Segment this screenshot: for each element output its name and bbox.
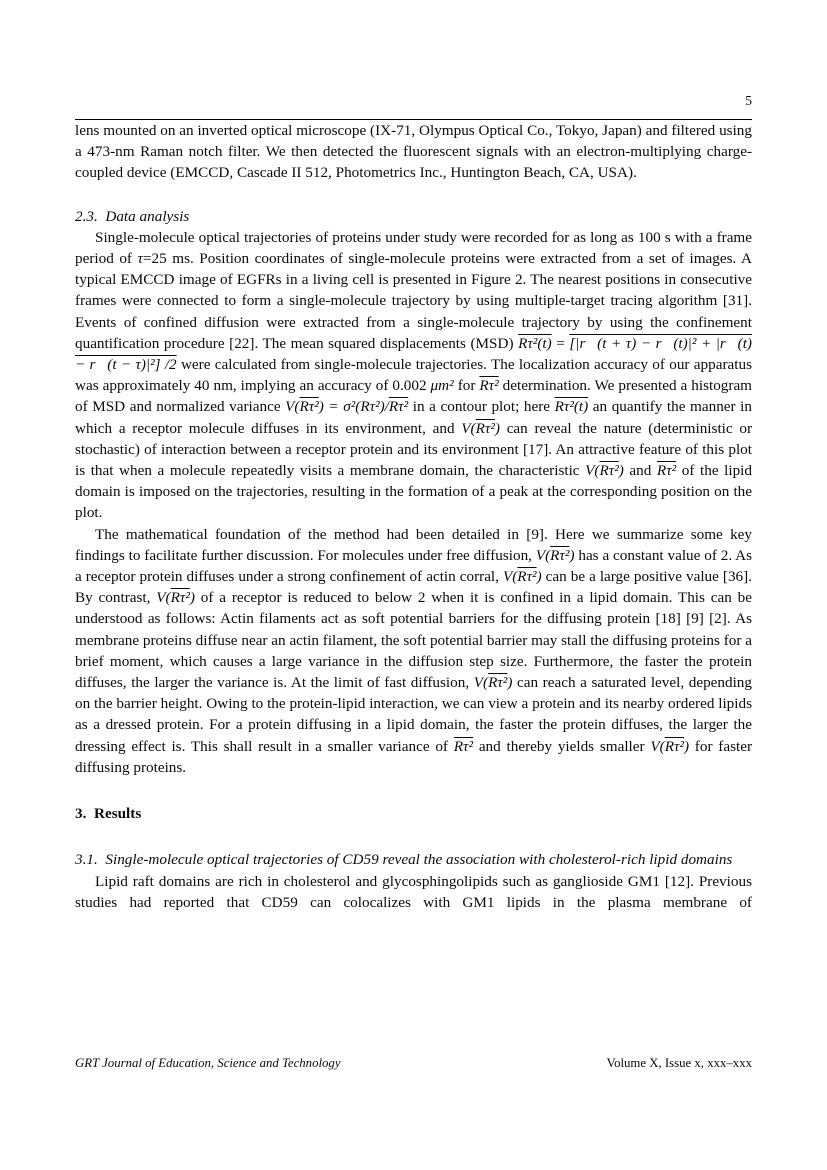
heading-results-subsection: 3.1. Single-molecule optical trajectories of CD59 reveal the association with cholesterol-rich lipid domains	[75, 851, 733, 869]
page-header	[75, 0, 752, 108]
footer-volume-info: Volume X, Issue x, xxx–xxx	[606, 1056, 752, 1070]
footer-journal-name: GRT Journal of Education, Science and Technology	[75, 1056, 341, 1070]
heading-data-analysis: 2.3. Data analysis	[75, 207, 190, 225]
paragraph-results-1: Lipid raft domains are rich in cholesterol and glycosphingolipids such as ganglioside GM1 [12]. Previous studies had reported that CD59 can colocalizes with GM1 lipids in the plasma membrane of	[75, 872, 752, 911]
paragraph-methods-continuation: lens mounted on an inverted optical microscope (IX-71, Olympus Optical Co., Tokyo, Japan) and filtered using a 473-nm Raman notch filter. We then detected the fluorescent signals with an electron-multiplying charge-coupled device (EMCCD, Cascade II 512, Photometrics Inc., Huntington Beach, CA, USA).	[75, 122, 752, 182]
page-number: 5	[745, 93, 752, 108]
paragraph-data-analysis-2: The mathematical foundation of the method had been detailed in [9]. Here we summarize some key findings to facilitate further discussion. For molecules under free diffusion, V(Rτ²) has a constant value of 2. As a receptor protein diffuses under a strong confinement of actin corral, V(Rτ²) can be a large positive value [36]. By contrast, V(Rτ²) of a receptor is reduced to below 2 when it is confined in a lipid domain. This can be understood as follows: Actin filaments act as soft potential barriers for the diffusing protein [18] [9] [2]. As membrane proteins diffuse near an actin filament, the soft potential barrier may stall the diffusing proteins for a brief moment, which causes a large variance in the diffusion step size. Furthermore, the faster the protein diffuses, the larger the variance is. At the limit of fast diffusion, V(Rτ²) can reach a saturated level, depending on the barrier height. Owing to the protein-lipid interaction, we can view a protein and its nearby ordered lipids as a dressed protein. For a protein diffusing in a lipid domain, the faster the protein diffuses, the larger the dressing effect is. This shall result in a smaller variance of Rτ² and thereby yields smaller V(Rτ²) for faster diffusing proteins.	[75, 525, 753, 776]
paragraph-data-analysis-1: Single-molecule optical trajectories of proteins under study were recorded for as long as 100 s with a frame period of τ=25 ms. Position coordinates of single-molecule proteins were extracted from a set of images. A typical EMCCD image of EGFRs in a living cell is presented in Figure 2. The nearest positions in consecutive frames were connected to form a single-molecule trajectory by using multiple-target tracing algorithm [31]. Events of confined diffusion were extracted from a single-molecule trajectory by using the confinement quantification procedure [22]. The mean squared displacements (MSD) Rτ²(t) = [|r⃗(t + τ) − r⃗(t)|² + |r⃗(t) − r⃗(t − τ)|²] /2 were calculated from single-molecule trajectories. The localization accuracy of our apparatus was approximately 40 nm, implying an accuracy of 0.002 μm² for Rτ² determination. We presented a histogram of MSD and normalized variance V(Rτ²) = σ²(Rτ²)/Rτ² in a contour plot; here Rτ²(t) an quantify the manner in which a receptor molecule diffuses in its environment, and V(Rτ²) can reveal the nature (deterministic or stochastic) of interaction between a receptor protein and its environment [17]. An attractive feature of this plot is that when a molecule repeatedly visits a membrane domain, the characteristic V(Rτ²) and Rτ² of the lipid domain is imposed on the trajectories, resulting in the formation of a peak at the corresponding position on the plot.	[75, 228, 753, 522]
heading-results: 3. Results	[75, 805, 142, 823]
page-footer	[75, 1056, 752, 1071]
